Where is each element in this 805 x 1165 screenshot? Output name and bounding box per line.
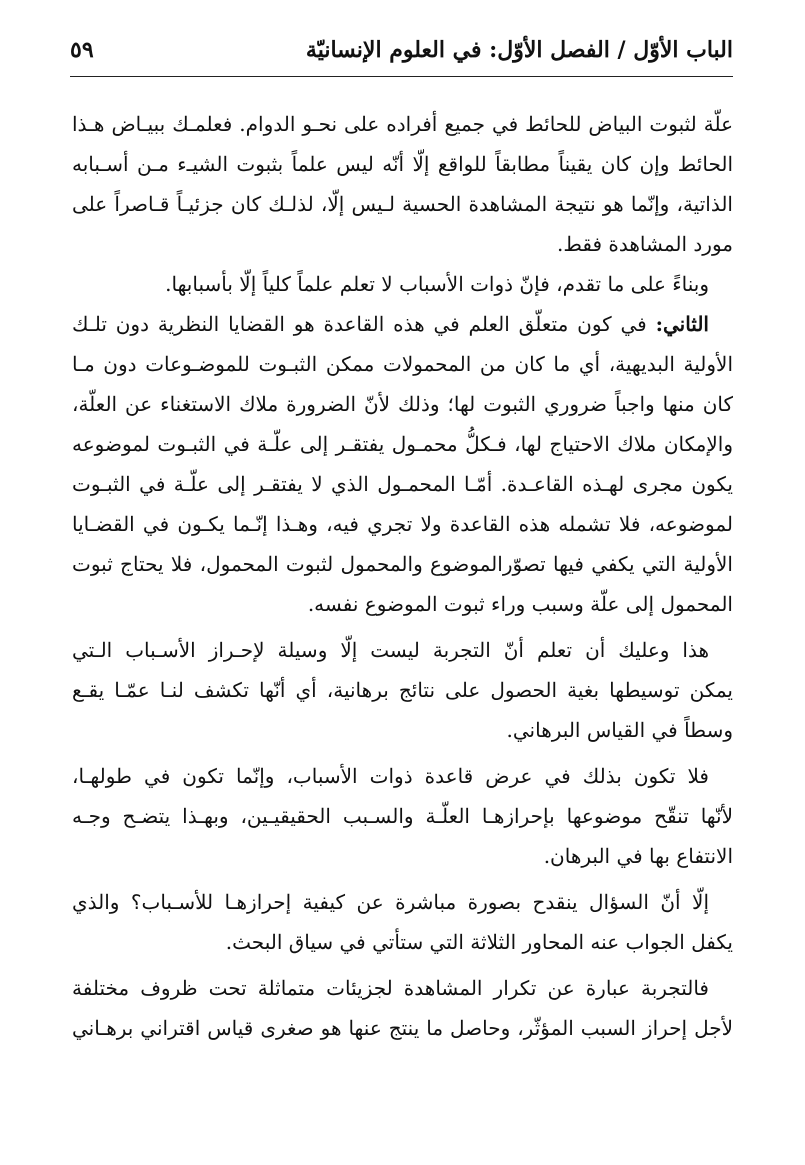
text-line: فلا تكون بذلك في عرض قاعدة ذوات الأسباب، وإنّما تكون في طولهـا،: [72, 764, 709, 788]
paragraph: [72, 968, 733, 1048]
text-line: الحائط وإن كان يقيناً مطابقاً للواقع إلّا أنّه ليس علماً بثبوت الشيـء مـن أسـبابه: [72, 152, 733, 176]
page-number: ٥٩: [70, 37, 94, 63]
paragraph: [72, 264, 733, 304]
text-line: المحمول إلى علّة وسبب وراء ثبوت الموضوع نفسه.: [307, 592, 733, 616]
paragraph: [72, 104, 733, 264]
page-header: [70, 28, 733, 72]
paragraph: [72, 304, 733, 624]
text-line: فالتجربة عبارة عن تكرار المشاهدة لجزيئات متماثلة تحت ظروف مختلفة: [72, 976, 709, 1000]
text-line: يكفل الجواب عنه المحاور الثلاثة التي ستأتي في سياق البحث.: [225, 930, 733, 954]
section-keyword: الثاني:: [655, 312, 709, 336]
text-line: الانتفاع بها في البرهان.: [543, 844, 733, 868]
text-line: مورد المشاهدة فقط.: [556, 232, 733, 256]
paragraph: [72, 882, 733, 962]
text-line: لموضوعه، فلا تشمله هذه القاعدة ولا تجري فيه، وهـذا إنّـما يكـون في القضـايا: [72, 512, 733, 536]
text-line: لأجل إحراز السبب المؤثّر، وحاصل ما ينتج عنها هو صغرى قياس اقتراني برهـاني: [72, 1016, 733, 1040]
text-span: في كون متعلّق العلم في هذه القاعدة هو القضايا النظرية دون تلـك: [72, 312, 647, 336]
text-line: وبناءً على ما تقدم، فإنّ ذوات الأسباب لا تعلم علماً كلياً إلّا بأسبابها.: [165, 272, 709, 296]
paragraph: [72, 756, 733, 876]
text-line: [72, 304, 733, 344]
text-line: كان منها واجباً ضروري الثبوت لها؛ وذلك لأنّ الضرورة ملاك الاستغناء عن العلّة،: [72, 392, 733, 416]
running-title: الباب الأوّل / الفصل الأوّل: في العلوم الإنسانيّة: [305, 37, 733, 63]
text-line: الأولية البديهية، أي ما كان من المحمولات ممكن الثبـوت للموضـوعات دون مـا: [72, 352, 733, 376]
text-line: يمكن توسيطها بغية الحصول على نتائج برهانية، أي أنّها تكشف لنـا عمّـا يقـع: [72, 678, 733, 702]
text-line: الأولية التي يكفي فيها تصوّرالموضوع والمحمول لثبوت المحمول، فلا يحتاج ثبوت: [72, 552, 733, 576]
text-line: والإمكان ملاك الاحتياج لها، فـكلُّ محمـول يفتقـر إلى علّـة في الثبـوت لموضوعه: [72, 432, 733, 456]
text-line: لأنّها تنقّح موضوعها بإحرازهـا العلّـة والسـبب الحقيقيـين، وبهـذا يتضـح وجـه: [72, 804, 733, 828]
text-line: هذا وعليك أن تعلم أنّ التجربة ليست إلّا وسيلة لإحـراز الأسـباب الـتي: [72, 638, 709, 662]
text-line: وسطاً في القياس البرهاني.: [506, 718, 733, 742]
paragraph: [72, 630, 733, 750]
page-body: [72, 104, 733, 1048]
text-line: علّة لثبوت البياض للحائط في جميع أفراده على نحـو الدوام. فعلمـك ببيـاض هـذا: [72, 112, 733, 136]
header-divider: [70, 76, 733, 77]
text-line: إلّا أنّ السؤال ينقدح بصورة مباشرة عن كيفية إحرازهـا للأسـباب؟ والذي: [72, 890, 710, 914]
text-line: يكون مجرى لهـذه القاعـدة. أمّـا المحمـول الذي لا يفتقـر إلى علّـة في الثبـوت: [72, 472, 733, 496]
text-line: الذاتية، وإنّما هو نتيجة المشاهدة الحسية لـيس إلّا، لذلـك كان جزئيـاً قـاصراً على: [72, 192, 733, 216]
